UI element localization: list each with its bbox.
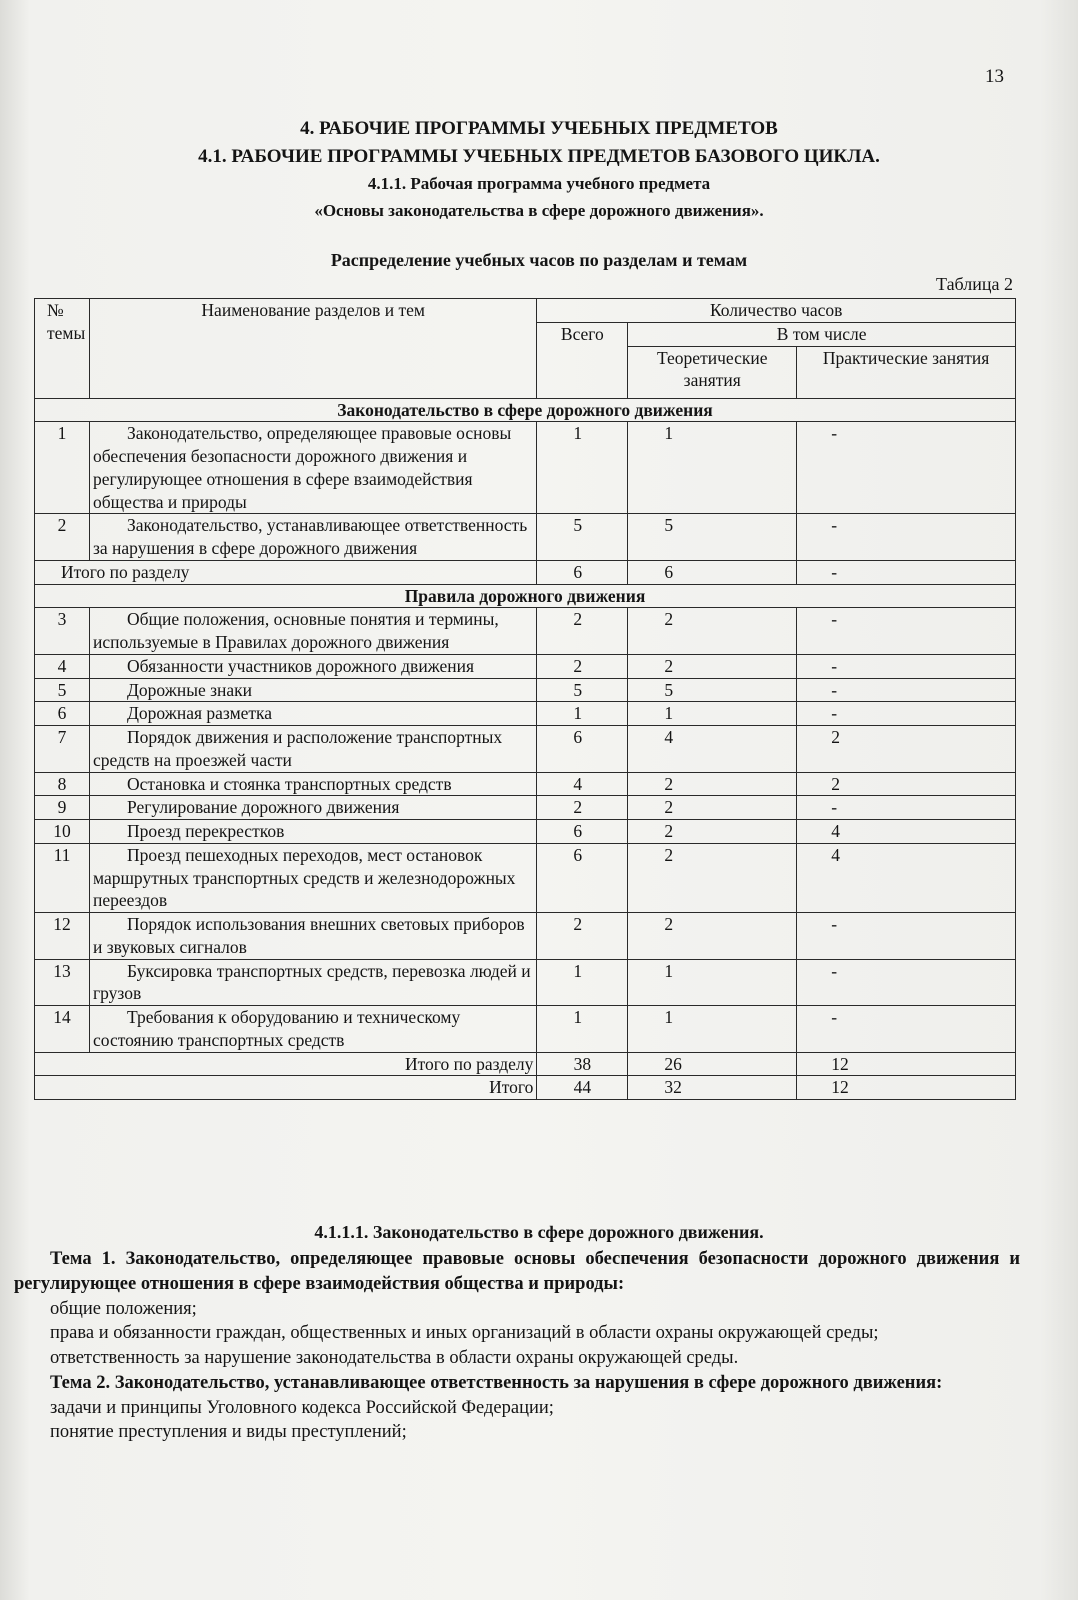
cell-theory: 2 [628, 772, 797, 796]
header-including: В том числе [628, 322, 1016, 346]
cell-theory: 2 [628, 608, 797, 655]
cell-total: 4 [537, 772, 628, 796]
cell-practice: - [797, 514, 1016, 561]
subtotal-row [35, 1052, 1016, 1076]
cell-total: 1 [537, 1006, 628, 1053]
table-row [35, 678, 1016, 702]
subject-title: «Основы законодательства в сфере дорожного движения». [314, 201, 764, 220]
cell-practice: 2 [797, 726, 1016, 773]
subtotal-label: Итого по разделу [35, 1052, 537, 1076]
cell-num: 3 [35, 608, 90, 655]
cell-total: 2 [537, 608, 628, 655]
cell-total: 5 [537, 678, 628, 702]
cell-total: 2 [537, 796, 628, 820]
cell-num: 7 [35, 726, 90, 773]
cell-num: 8 [35, 772, 90, 796]
table-row [35, 772, 1016, 796]
cell-practice: - [797, 654, 1016, 678]
topic-1-title: Тема 1. Законодательство, определяющее правовые основы обеспечения безопасности дорожного движения и регулирующее отношения в сфере взаимодействия общества и природы: [14, 1249, 1020, 1294]
cell-name: Законодательство, определяющее правовые основы обеспечения безопасности дорожного движения и регулирующее отношения в сфере взаимодействия общества и природы [89, 422, 536, 514]
table-row [35, 514, 1016, 561]
subsection-heading: 4.1.1. Рабочая программа учебного предмета [367, 174, 711, 193]
topic-2-item: понятие преступления и виды преступлений; [50, 1422, 407, 1443]
distribution-heading: Распределение учебных часов по разделам и темам [330, 250, 748, 270]
cell-practice: - [797, 959, 1016, 1006]
cell-num: 1 [35, 422, 90, 514]
page-number: 13 [985, 66, 1004, 87]
cell-practice: - [797, 678, 1016, 702]
topic-1-item: права и обязанности граждан, общественных и иных организаций в области охраны окружающей среды; [50, 1323, 879, 1344]
cell-total: 44 [537, 1076, 628, 1100]
cell-practice: 4 [797, 843, 1016, 912]
table-row [35, 702, 1016, 726]
cell-num: 10 [35, 820, 90, 844]
subtotal-label: Итого по разделу [35, 560, 537, 584]
topic-1-item: общие положения; [50, 1298, 197, 1319]
cell-num: 9 [35, 796, 90, 820]
cell-practice: 12 [797, 1052, 1016, 1076]
cell-theory: 1 [628, 702, 797, 726]
table-row [35, 913, 1016, 960]
cell-theory: 32 [628, 1076, 797, 1100]
cell-practice: - [797, 1006, 1016, 1053]
header-practice: Практические занятия [797, 346, 1016, 398]
cell-num: 11 [35, 843, 90, 912]
cell-num: 6 [35, 702, 90, 726]
cell-practice: - [797, 796, 1016, 820]
cell-total: 6 [537, 726, 628, 773]
topic-1-item: ответственность за нарушение законодательства в области охраны окружающей среды. [50, 1348, 739, 1369]
cell-num: 2 [35, 514, 90, 561]
grand-total-label: Итого [35, 1076, 537, 1100]
cell-theory: 6 [628, 560, 797, 584]
topic-2-title: Тема 2. Законодательство, устанавливающее ответственность за нарушения в сфере дорожного движения: [50, 1372, 943, 1393]
cell-practice: 4 [797, 820, 1016, 844]
topic-1-block [14, 1247, 1020, 1445]
cell-name: Общие положения, основные понятия и термины, используемые в Правилах дорожного движения [89, 608, 536, 655]
cell-practice: - [797, 608, 1016, 655]
cell-name: Дорожная разметка [89, 702, 536, 726]
cell-name: Законодательство, устанавливающее ответственность за нарушения в сфере дорожного движения [89, 514, 536, 561]
cell-num: 14 [35, 1006, 90, 1053]
cell-total: 1 [537, 959, 628, 1006]
table-row [35, 1006, 1016, 1053]
cell-total: 1 [537, 422, 628, 514]
header-total: Всего [537, 322, 628, 398]
table-row [35, 726, 1016, 773]
header-theory: Теоретические занятия [628, 346, 797, 398]
cell-total: 6 [537, 820, 628, 844]
cell-name: Дорожные знаки [89, 678, 536, 702]
cell-num: 12 [35, 913, 90, 960]
cell-practice: - [797, 422, 1016, 514]
cell-num: 13 [35, 959, 90, 1006]
table-row [35, 422, 1016, 514]
cell-theory: 4 [628, 726, 797, 773]
section-title: Законодательство в сфере дорожного движения [35, 398, 1016, 422]
cell-practice: - [797, 913, 1016, 960]
cell-theory: 2 [628, 796, 797, 820]
cell-practice: - [797, 560, 1016, 584]
cell-theory: 1 [628, 1006, 797, 1053]
cell-total: 1 [537, 702, 628, 726]
table-row [35, 820, 1016, 844]
section-row [35, 584, 1016, 608]
cell-total: 38 [537, 1052, 628, 1076]
section-row [35, 398, 1016, 422]
cell-name: Обязанности участников дорожного движения [89, 654, 536, 678]
table-row [35, 959, 1016, 1006]
subtotal-row [35, 560, 1016, 584]
cell-theory: 5 [628, 678, 797, 702]
header-hours: Количество часов [537, 299, 1016, 323]
cell-total: 5 [537, 514, 628, 561]
cell-name: Остановка и стоянка транспортных средств [89, 772, 536, 796]
topic-section-heading: 4.1.1.1. Законодательство в сфере дорожного движения. [314, 1222, 764, 1242]
cell-theory: 2 [628, 820, 797, 844]
cell-total: 6 [537, 843, 628, 912]
cell-theory: 2 [628, 654, 797, 678]
cell-name: Порядок использования внешних световых приборов и звуковых сигналов [89, 913, 536, 960]
cell-name: Регулирование дорожного движения [89, 796, 536, 820]
table-row [35, 796, 1016, 820]
cell-num: 4 [35, 654, 90, 678]
grand-total-row [35, 1076, 1016, 1100]
cell-name: Порядок движения и расположение транспортных средств на проезжей части [89, 726, 536, 773]
topic-2-item: задачи и принципы Уголовного кодекса Российской Федерации; [50, 1397, 554, 1418]
cell-name: Проезд перекрестков [89, 820, 536, 844]
section-heading: 4.1. РАБОЧИЕ ПРОГРАММЫ УЧЕБНЫХ ПРЕДМЕТОВ БАЗОВОГО ЦИКЛА. [198, 146, 880, 167]
cell-theory: 2 [628, 843, 797, 912]
hours-table [34, 298, 1016, 1100]
cell-total: 2 [537, 913, 628, 960]
header-num: № темы [35, 299, 90, 399]
cell-theory: 26 [628, 1052, 797, 1076]
table-row [35, 608, 1016, 655]
table-header-row [35, 299, 1016, 323]
chapter-heading: 4. РАБОЧИЕ ПРОГРАММЫ УЧЕБНЫХ ПРЕДМЕТОВ [300, 118, 778, 139]
cell-total: 6 [537, 560, 628, 584]
table-caption: Таблица 2 [936, 274, 1013, 294]
table-row [35, 843, 1016, 912]
cell-name: Проезд пешеходных переходов, мест остановок маршрутных транспортных средств и железнодорожных переездов [89, 843, 536, 912]
cell-theory: 1 [628, 959, 797, 1006]
cell-practice: - [797, 702, 1016, 726]
cell-practice: 2 [797, 772, 1016, 796]
header-name: Наименование разделов и тем [89, 299, 536, 399]
cell-theory: 2 [628, 913, 797, 960]
cell-num: 5 [35, 678, 90, 702]
cell-name: Буксировка транспортных средств, перевозка людей и грузов [89, 959, 536, 1006]
cell-total: 2 [537, 654, 628, 678]
cell-theory: 1 [628, 422, 797, 514]
table-row [35, 654, 1016, 678]
cell-name: Требования к оборудованию и техническому состоянию транспортных средств [89, 1006, 536, 1053]
section-title: Правила дорожного движения [35, 584, 1016, 608]
cell-practice: 12 [797, 1076, 1016, 1100]
cell-theory: 5 [628, 514, 797, 561]
